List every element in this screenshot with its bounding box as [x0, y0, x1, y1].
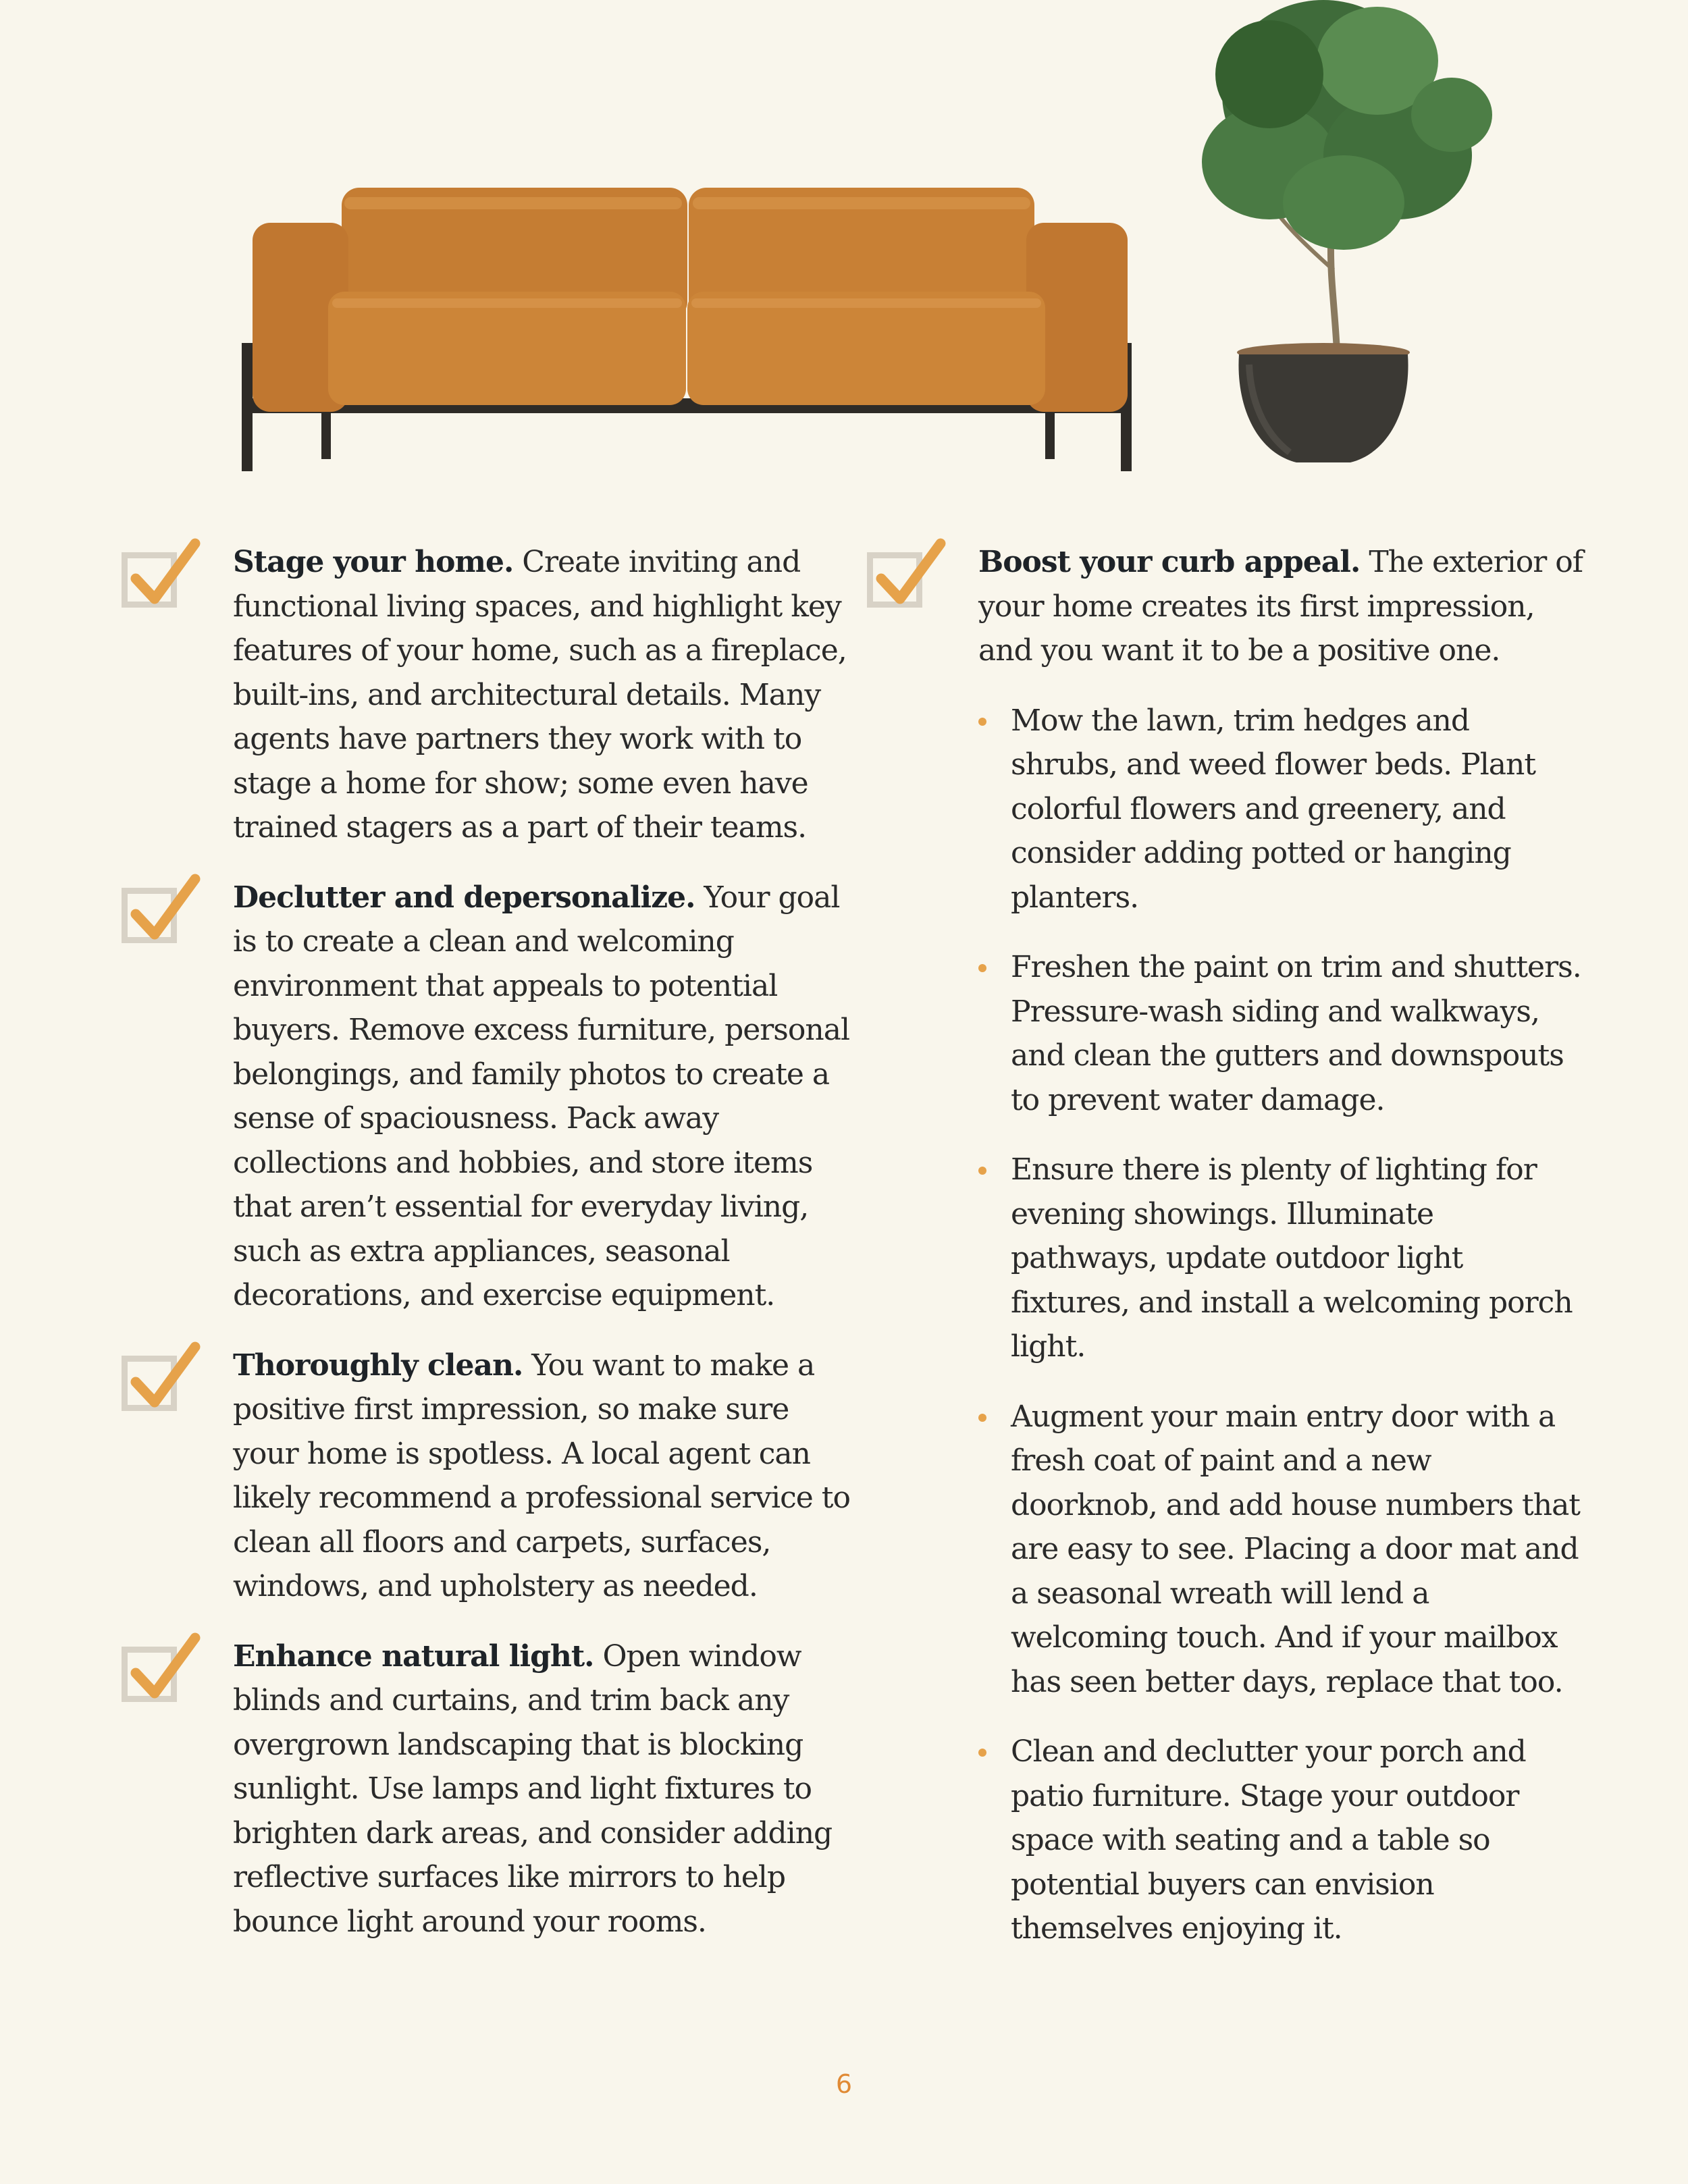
checklist-item-stage: [122, 540, 851, 850]
bullet-text: Ensure there is plenty of lighting for evening showings. Illuminate pathways, update outdoor light fixtures, and install a welcoming porch light.: [1011, 1152, 1573, 1364]
checkbox-icon: [867, 552, 922, 608]
bullet-item: [978, 945, 1583, 1122]
bullet-item: [978, 699, 1583, 920]
bullet-dot-icon: [978, 1749, 986, 1757]
right-column: [867, 540, 1583, 1977]
bullet-text: Augment your main entry door with a fresh coat of paint and a new doorknob, and add house numbers that are easy to see. Placing a door mat and a seasonal wreath will lend a welcoming touch. And if your mailbox has seen better days, replace that too.: [1011, 1399, 1580, 1699]
potted-plant-icon: [1202, 0, 1492, 462]
bullet-item: [978, 1730, 1583, 1951]
item-body: Open window blinds and curtains, and trim back any overgrown landscaping that is blocking sunlight. Use lamps and light fixtures to brighten dark areas, and consider adding reflective surfaces like mirrors to help bounce light around your rooms.: [233, 1639, 833, 1939]
curb-appeal-bullet-list: [978, 699, 1583, 1951]
checklist-item-declutter: [122, 876, 851, 1318]
item-body: The exterior of your home creates its first impression, and you want it to be a positive one.: [978, 545, 1583, 668]
bullet-text: Clean and declutter your porch and patio furniture. Stage your outdoor space with seating and a table so potential buyers can envision themselves enjoying it.: [1011, 1734, 1526, 1946]
sofa-icon: [242, 188, 1132, 471]
left-column: [122, 540, 851, 1969]
checklist-item-clean: [122, 1343, 851, 1609]
bullet-dot-icon: [978, 718, 986, 726]
hero-illustration: [0, 0, 1688, 486]
bullet-item: [978, 1148, 1583, 1369]
bullet-text: Freshen the paint on trim and shutters. Pressure-wash siding and walkways, and clean the gutters and downspouts to prevent water damage.: [1011, 950, 1581, 1117]
checkbox-icon: [122, 552, 177, 608]
checklist-item-text: [978, 540, 1583, 673]
bullet-dot-icon: [978, 1167, 986, 1175]
checklist-item-curb-appeal: [867, 540, 1583, 673]
page-number: 6: [835, 2069, 853, 2099]
checklist-item-text: [233, 876, 851, 1318]
checkbox-icon: [122, 1647, 177, 1702]
item-heading: Boost your curb appeal.: [978, 545, 1361, 579]
item-heading: Stage your home.: [233, 545, 514, 579]
bullet-dot-icon: [978, 964, 986, 972]
bullet-text: Mow the lawn, trim hedges and shrubs, and weed flower beds. Plant colorful flowers and greenery, and consider adding potted or hanging planters.: [1011, 703, 1536, 915]
item-body: Create inviting and functional living spaces, and highlight key features of your home, such as a fireplace, built-ins, and architectural details. Many agents have partners they work with to stage a home for show; some even have trained stagers as a part of their teams.: [233, 545, 847, 845]
bullet-item: [978, 1395, 1583, 1705]
bullet-dot-icon: [978, 1414, 986, 1422]
item-heading: Declutter and depersonalize.: [233, 880, 695, 915]
checklist-item-text: [233, 1634, 851, 1944]
item-heading: Enhance natural light.: [233, 1639, 594, 1674]
checkbox-icon: [122, 888, 177, 943]
checklist-item-light: [122, 1634, 851, 1944]
checklist-item-text: [233, 1343, 851, 1609]
item-heading: Thoroughly clean.: [233, 1348, 523, 1383]
checklist-item-text: [233, 540, 851, 850]
checkbox-icon: [122, 1356, 177, 1411]
item-body: You want to make a positive first impression, so make sure your home is spotless. A local agent can likely recommend a professional service to clean all floors and carpets, surfaces, windows, and upholstery as needed.: [233, 1348, 850, 1603]
item-body: Your goal is to create a clean and welcoming environment that appeals to potential buyers. Remove excess furniture, personal belongings, and family photos to create a sense of spaciousness. Pack away collections and hobbies, and store items that aren’t essential for everyday living, such as extra appliances, seasonal decorations, and exercise equipment.: [233, 880, 850, 1312]
